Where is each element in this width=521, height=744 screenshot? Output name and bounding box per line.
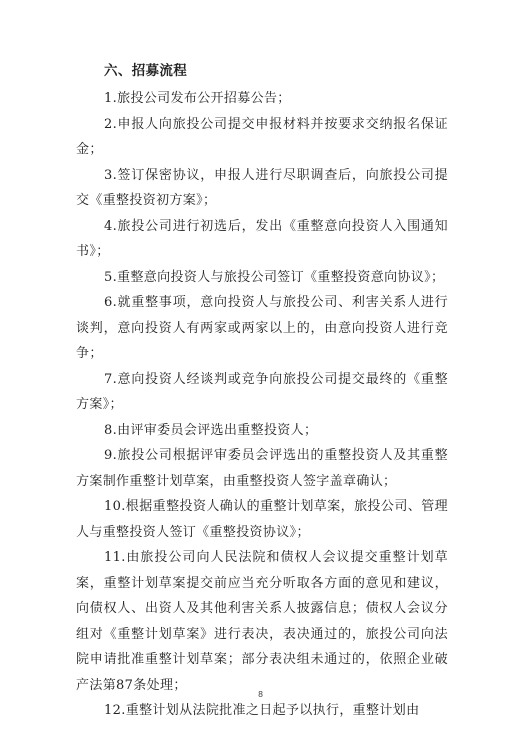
- list-item: 10.根据重整投资人确认的重整计划草案，旅投公司、管理人与重整投资人签订《重整投资协议》；: [76, 499, 448, 540]
- section-heading: 六、招募流程: [104, 63, 188, 79]
- list-item: 8.由评审委员会评选出重整投资人；: [104, 422, 318, 438]
- list-item: 12.重整计划从法院批准之日起予以执行，重整计划由: [104, 703, 420, 718]
- list-item: 11.由旅投公司向人民法院和债权人会议提交重整计划草案，重整计划草案提交前应当充分听取各方面的意见和建议，向债权人、出资人及其他利害关系人披露信息；债权人会议分组对《重整计划草案》进行表决，表决通过的，旅投公司向法院申请批准重整计划草案；部分表决组未通过的，依照企业破产法第87条处理；: [76, 550, 448, 693]
- list-item: 9.旅投公司根据评审委员会评选出的重整投资人及其重整方案制作重整计划草案，由重整投资人签字盖章确认；: [76, 448, 448, 489]
- list-item: 6.就重整事项，意向投资人与旅投公司、利害关系人进行谈判，意向投资人有两家或两家以上的，由意向投资人进行竞争；: [76, 295, 448, 361]
- page-number: 8: [257, 690, 264, 699]
- document-body: [76, 58, 448, 724]
- list-item: 2.申报人向旅投公司提交申报材料并按要求交纳报名保证金；: [76, 116, 448, 157]
- list-item: 5.重整意向投资人与旅投公司签订《重整投资意向协议》；: [104, 269, 445, 285]
- list-item: 1.旅投公司发布公开招募公告；: [104, 91, 291, 106]
- list-item: 3.签订保密协议，申报人进行尽职调查后，向旅投公司提交《重整投资初方案》；: [76, 167, 448, 208]
- list-item: 7.意向投资人经谈判或竞争向旅投公司提交最终的《重整方案》；: [76, 371, 448, 412]
- list-item: 4.旅投公司进行初选后，发出《重整意向投资人入围通知书》；: [76, 218, 448, 259]
